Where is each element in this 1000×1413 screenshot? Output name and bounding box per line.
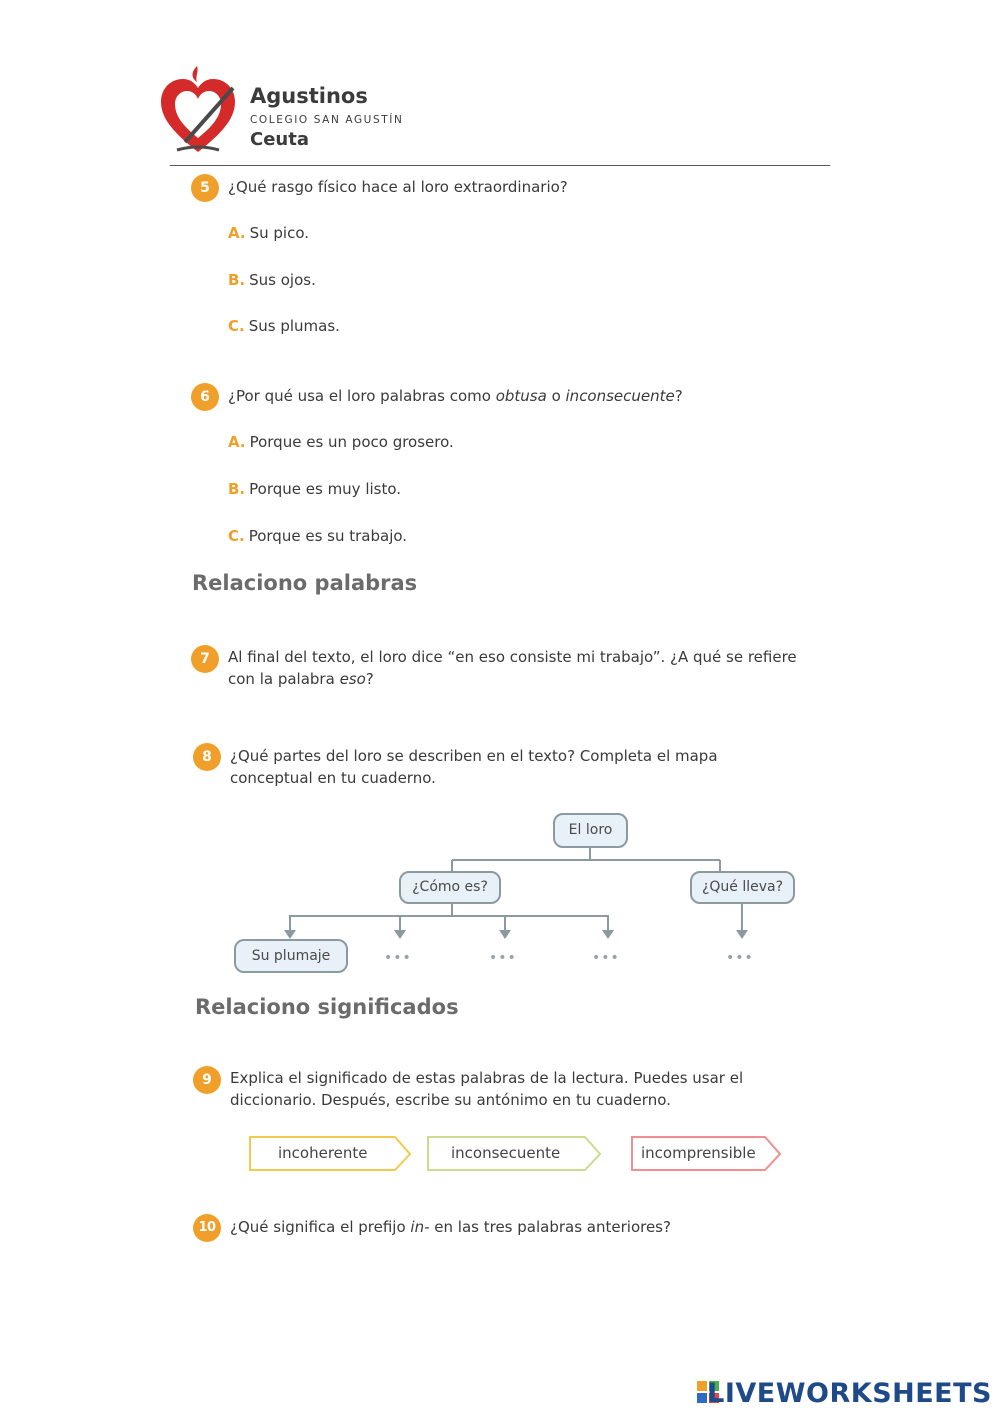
concept-node-el-loro: El loro	[553, 813, 628, 848]
question-7-text: Al final del texto, el loro dice “en eso consiste mi trabajo”. ¿A qué se refiere con la palabra eso?	[228, 648, 797, 688]
question-5-option-b[interactable]: B. Sus ojos.	[228, 271, 316, 289]
question-9-text: Explica el significado de estas palabras de la lectura. Puedes usar el diccionario. Después, escribe su antónimo en tu cuaderno.	[230, 1069, 744, 1109]
question-10-number: 10	[193, 1214, 221, 1242]
word-tag-inconsecuente: inconsecuente	[451, 1144, 561, 1162]
liveworksheets-brand[interactable]: LIVEWORKSHEETS	[707, 1378, 992, 1409]
concept-placeholder-1: •••	[384, 950, 412, 966]
question-6-option-c[interactable]: C. Porque es su trabajo.	[228, 527, 408, 545]
question-8-number: 8	[193, 743, 221, 771]
question-8-text: ¿Qué partes del loro se describen en el texto? Completa el mapa conceptual en tu cuaderno.	[230, 747, 718, 787]
school-name: Agustinos	[250, 84, 368, 108]
school-city: Ceuta	[250, 129, 309, 150]
question-6-option-a[interactable]: A. Porque es un poco grosero.	[228, 433, 454, 451]
question-5-option-c[interactable]: C. Sus plumas.	[228, 317, 340, 335]
section-title-relaciono-palabras: Relaciono palabras	[192, 571, 418, 595]
concept-node-que-lleva: ¿Qué lleva?	[690, 871, 795, 904]
question-5-option-a[interactable]: A. Su pico.	[228, 224, 310, 242]
question-7-number: 7	[191, 645, 219, 673]
school-subtitle: COLEGIO SAN AGUSTÍN	[250, 114, 404, 126]
question-6-number: 6	[191, 383, 219, 411]
concept-node-su-plumaje: Su plumaje	[234, 939, 348, 973]
concept-placeholder-3: •••	[592, 950, 620, 966]
question-5-number: 5	[191, 174, 219, 202]
question-6-option-b[interactable]: B. Porque es muy listo.	[228, 480, 402, 498]
word-tag-incoherente: incoherente	[278, 1144, 368, 1162]
word-tag-incomprensible: incomprensible	[641, 1144, 756, 1162]
concept-node-como-es: ¿Cómo es?	[399, 871, 501, 904]
section-title-relaciono-significados: Relaciono significados	[195, 995, 459, 1019]
concept-placeholder-4: •••	[726, 950, 754, 966]
question-6-text: ¿Por qué usa el loro palabras como obtusa o inconsecuente?	[228, 387, 683, 405]
question-10-text: ¿Qué significa el prefijo in- en las tres palabras anteriores?	[230, 1218, 671, 1236]
question-5-text: ¿Qué rasgo físico hace al loro extraordinario?	[228, 178, 568, 196]
concept-placeholder-2: •••	[489, 950, 517, 966]
question-9-number: 9	[193, 1066, 221, 1094]
